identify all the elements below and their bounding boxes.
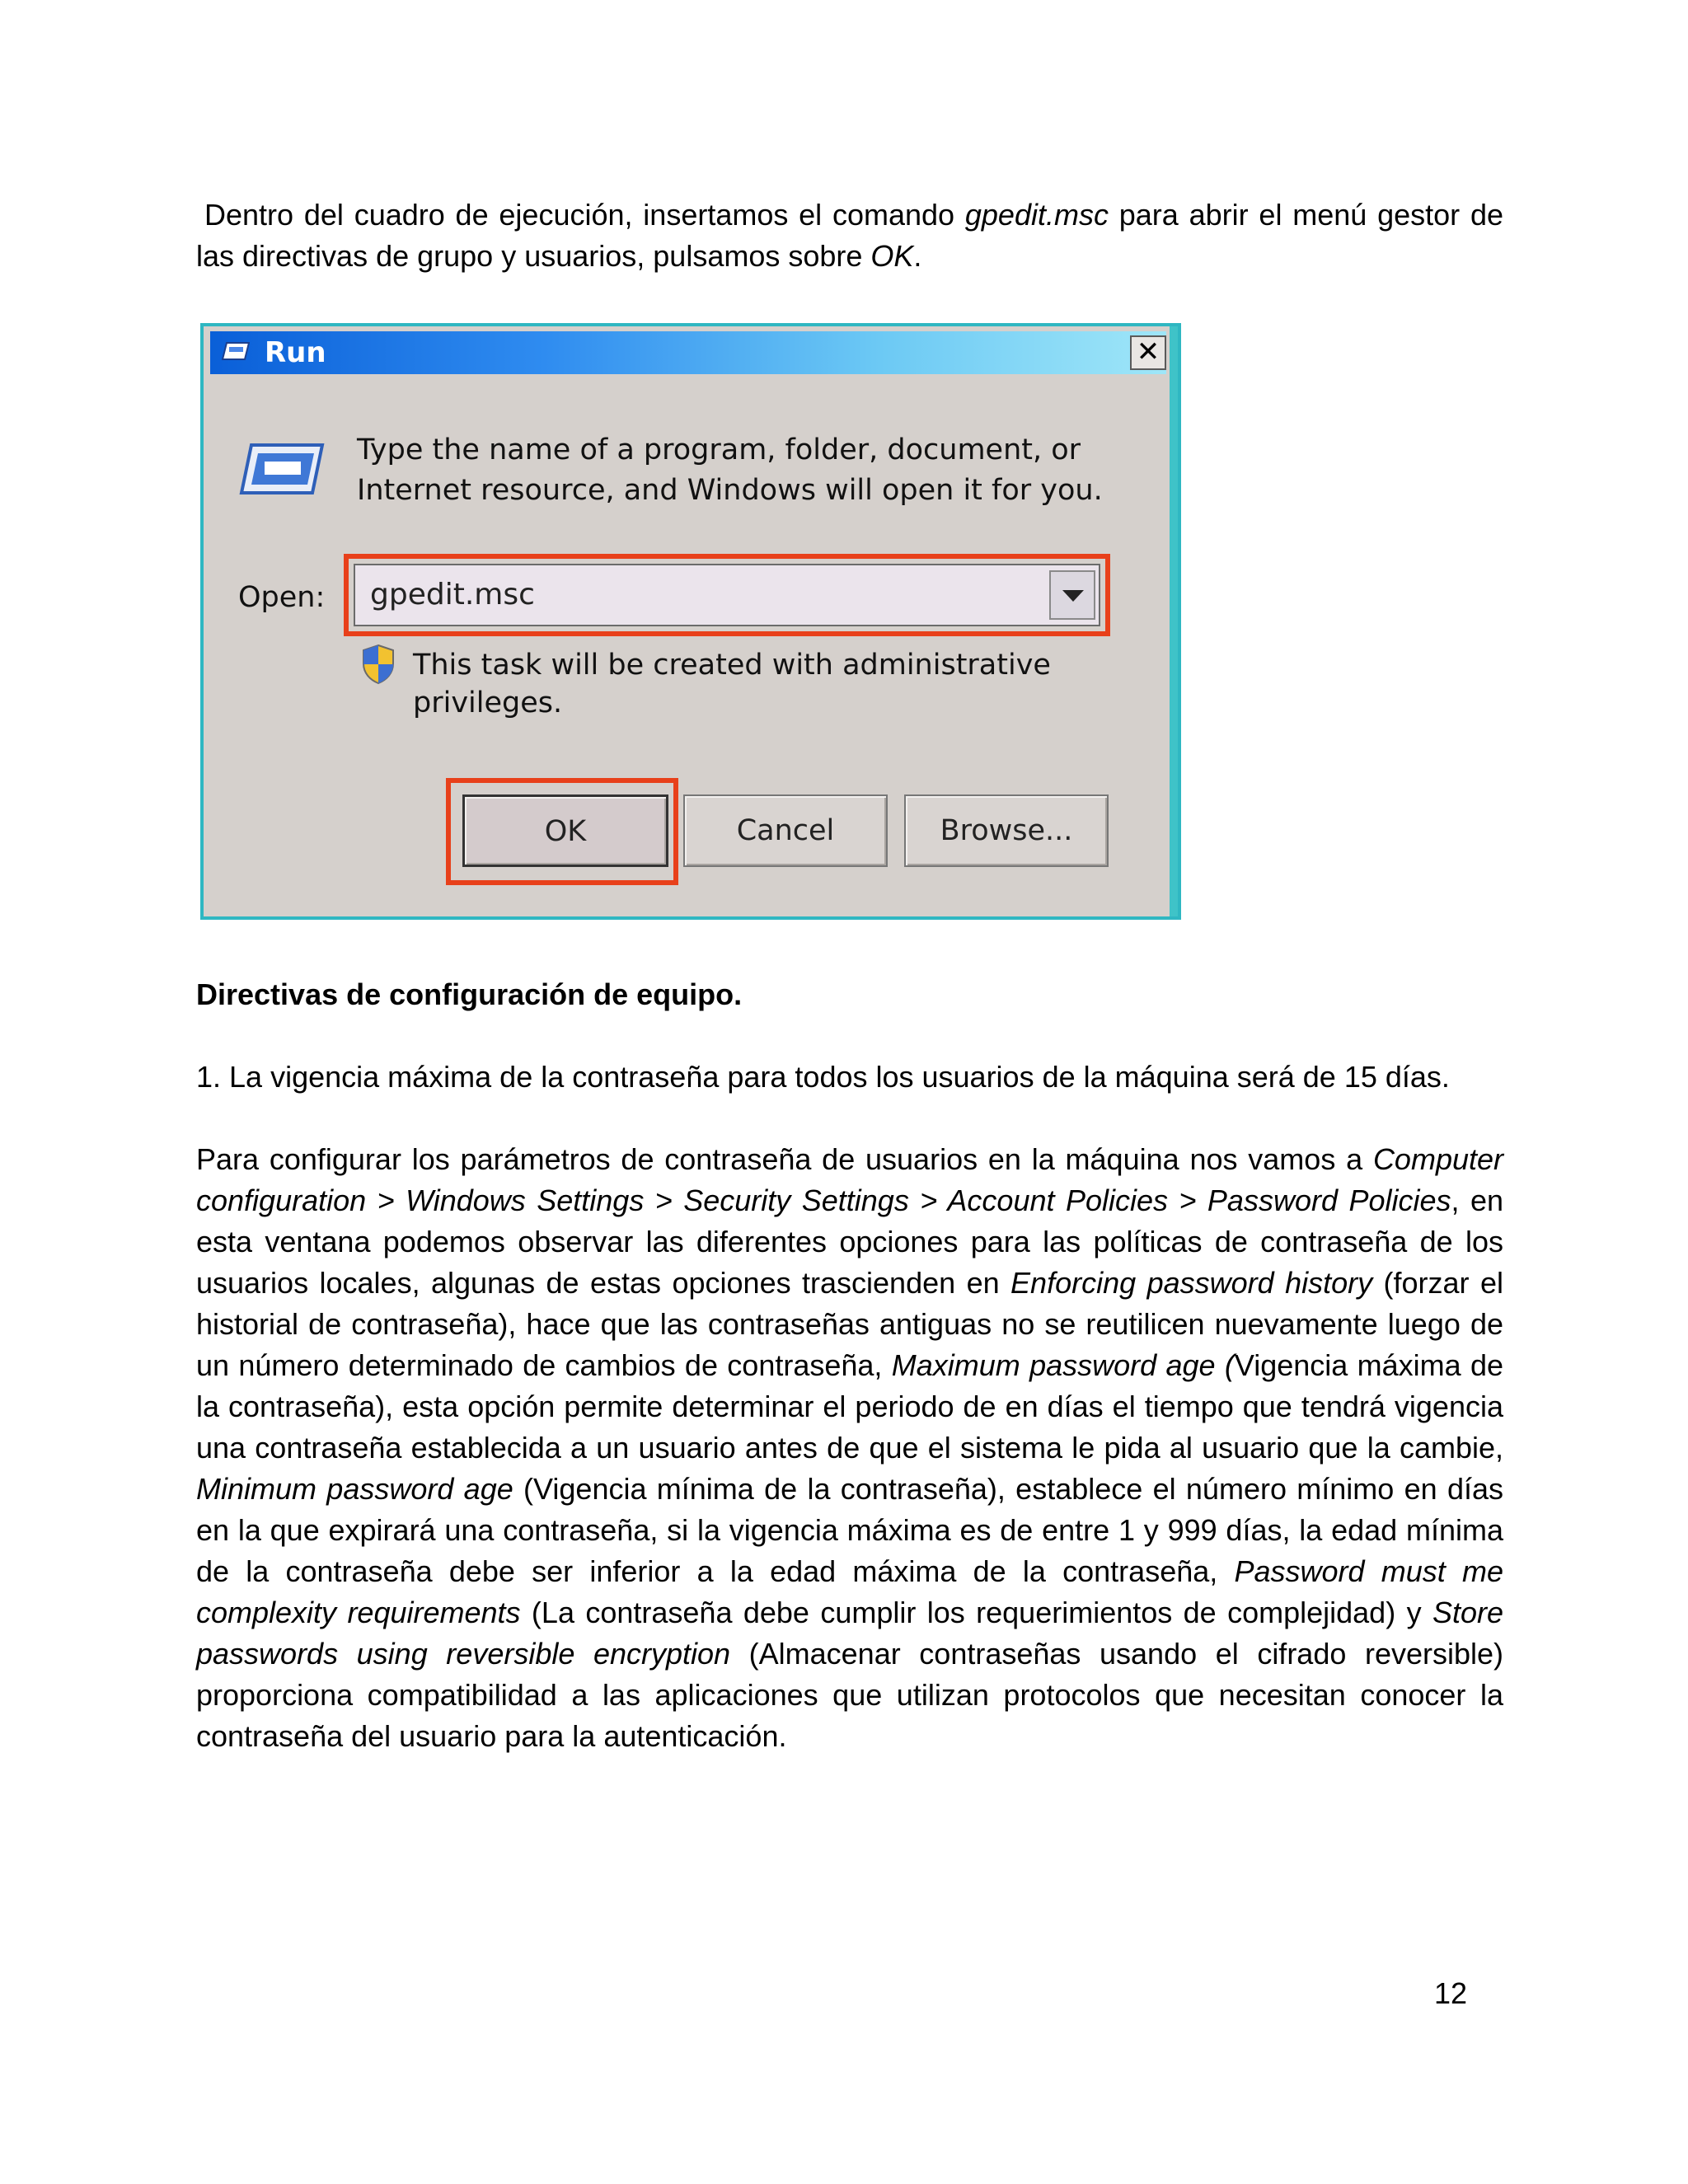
open-combobox[interactable] bbox=[354, 564, 1100, 626]
chevron-down-icon bbox=[1062, 590, 1084, 602]
dropdown-button[interactable] bbox=[1049, 570, 1095, 620]
intro-paragraph bbox=[196, 194, 1503, 277]
body-text: (Almacenar contraseñas usando el cifrado reversible) proporciona compatibilidad a las aplicaciones que utilizan protocolos que necesitan conocer la contraseña del usuario para la autenticación. bbox=[196, 1637, 1504, 1753]
ok-reference: OK bbox=[870, 239, 914, 273]
body-text: Vigencia máxima de la contraseña), esta opción permite determinar el periodo de en días el tiempo que tendrá vigencia una contraseña establecida a un usuario antes de que el sistema le pida al usuario que la cambie, bbox=[196, 1348, 1503, 1465]
page-number: 12 bbox=[1434, 1976, 1468, 2010]
close-button[interactable]: ✕ bbox=[1130, 335, 1166, 370]
body-text: (Vigencia mínima de la contraseña), establece el número mínimo en días en la que expirará una contraseña, si la vigencia máxima es de entre 1 y 999 días, la edad mínima de la contraseña debe ser inferior a la edad máxima de la contraseña, bbox=[196, 1472, 1503, 1588]
section-heading: Directivas de configuración de equipo. bbox=[196, 977, 743, 1011]
prompt-line: Type the name of a program, folder, document, or bbox=[357, 434, 1081, 466]
policy-name: Minimum password age bbox=[196, 1472, 513, 1506]
run-icon bbox=[222, 341, 250, 361]
body-text: , en esta ventana podemos observar las diferentes opciones para las políticas de contraseña de los usuarios locales, algunas de estas opciones trascienden en bbox=[196, 1183, 1503, 1300]
body-text: (La contraseña debe cumplir los requerimientos de complejidad) y bbox=[520, 1596, 1432, 1629]
command-name: gpedit.msc bbox=[964, 198, 1109, 232]
run-dialog-screenshot bbox=[200, 323, 1181, 920]
policy-name: Maximum password age ( bbox=[891, 1348, 1235, 1382]
dialog-title: Run bbox=[265, 336, 326, 369]
cancel-button[interactable]: Cancel bbox=[683, 794, 888, 867]
policy-name: Store passwords using reversible encryption bbox=[196, 1596, 1504, 1671]
intro-text: para abrir el menú gestor de las directivas de grupo y usuarios, pulsamos sobre bbox=[196, 198, 1503, 273]
open-input-value[interactable]: gpedit.msc bbox=[370, 578, 535, 612]
admin-privileges-note: This task will be created with administrative privileges. bbox=[413, 649, 1051, 719]
intro-text: . bbox=[913, 239, 922, 273]
settings-path: Computer configuration > Windows Settings > Security Settings > Account Policies > Password Policies bbox=[196, 1142, 1503, 1217]
prompt-line: Internet resource, and Windows will open it for you. bbox=[357, 474, 1103, 507]
dialog-prompt bbox=[357, 430, 1148, 511]
list-item: 1. La vigencia máxima de la contraseña para todos los usuarios de la máquina será de 15 días. bbox=[196, 1060, 1450, 1094]
ok-button[interactable]: OK bbox=[462, 794, 668, 867]
body-text: (forzar el historial de contraseña), hace que las contraseñas antiguas no se reutilicen nuevamente luego de un número determinado de cambios de contraseña, bbox=[196, 1266, 1503, 1382]
dialog-titlebar bbox=[210, 331, 1166, 374]
policy-name: Enforcing password history bbox=[1010, 1266, 1373, 1300]
run-icon bbox=[237, 442, 327, 496]
intro-text: Dentro del cuadro de ejecución, insertamos el comando bbox=[204, 198, 965, 232]
uac-shield-icon bbox=[360, 644, 396, 685]
browse-button[interactable]: Browse... bbox=[904, 794, 1109, 867]
window-edge bbox=[1170, 326, 1178, 916]
body-paragraph bbox=[196, 1139, 1503, 1757]
policy-name: Password must me complexity requirements bbox=[196, 1554, 1504, 1629]
body-text: Para configurar los parámetros de contraseña de usuarios en la máquina nos vamos a bbox=[196, 1142, 1373, 1176]
open-label: Open: bbox=[238, 581, 326, 614]
